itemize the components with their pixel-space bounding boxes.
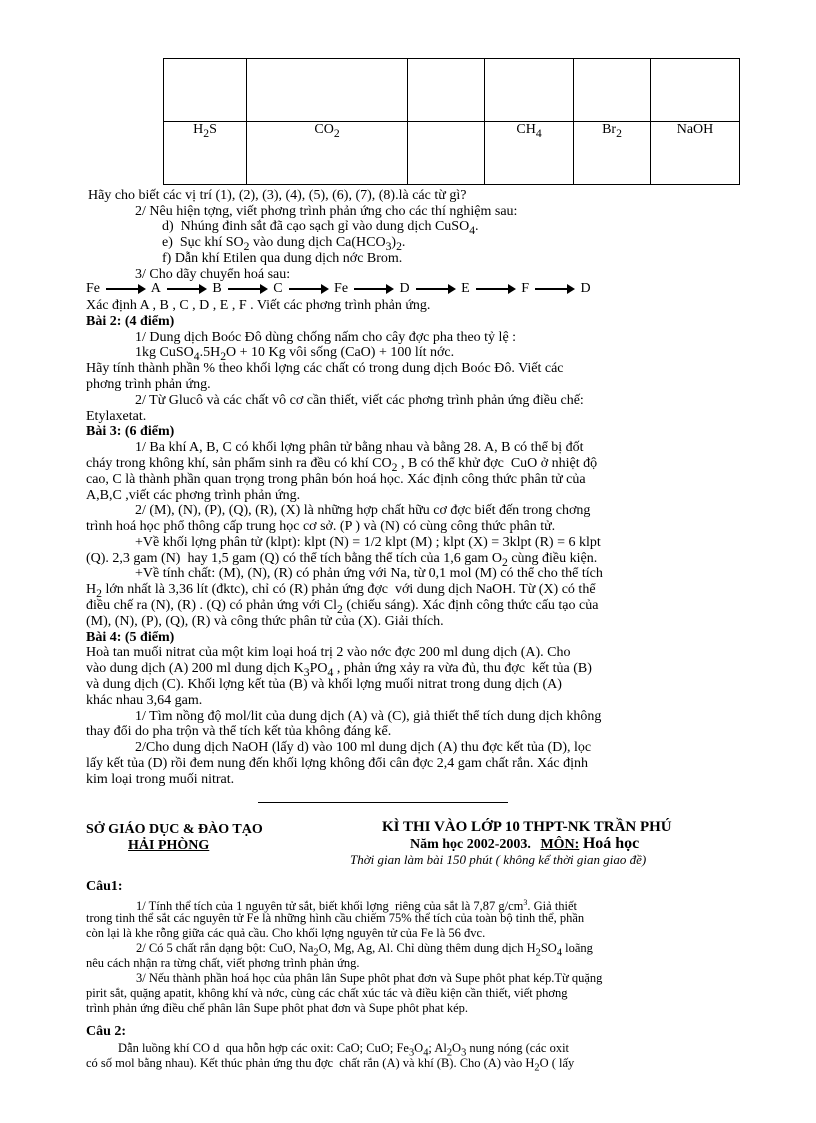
chain-item: Fe bbox=[86, 281, 100, 296]
question-line: +Về khối lợng phân tử (klpt): klpt (N) = 1/2 klpt (M) ; klpt (X) = 3klpt (R) = 6 klpt bbox=[135, 535, 601, 550]
section-heading: Bài 4: (5 điểm) bbox=[86, 630, 175, 645]
table-cell-h2s: $H_2S$ bbox=[164, 122, 247, 185]
question-line: vào dung dịch (A) 200 ml dung dịch $K_3PO_4$ , phản ứng xảy ra vừa đủ, thu đợc kết tủa (B) bbox=[86, 661, 592, 679]
chain-item: D bbox=[399, 281, 410, 296]
question-line: 1kg $CuSO_4.5H_2O + 10$ Kg vôi sống (CaO) + 100 lít nớc. bbox=[135, 345, 455, 363]
question-line: 1/ Dung dịch Boóc Đô dùng chống nấm cho cây đợc pha theo tỷ lệ : bbox=[135, 330, 517, 345]
chain-item: E bbox=[461, 281, 470, 296]
question-line: phơng trình phản ứng. bbox=[86, 377, 211, 392]
chain-item: D bbox=[580, 281, 591, 296]
chain-item: A bbox=[150, 281, 161, 296]
table-cell-co2: $CO_2$ bbox=[247, 122, 408, 185]
question-line: Dẫn luồng khí CO d qua hỗn hợp các oxit: CaO; CuO; $Fe_3O_4$; $Al_2O_3$ nung nóng (các oxit bbox=[118, 1041, 570, 1059]
question-line: 2/Cho dung dịch NaOH (lấy d) vào 100 ml dung dịch (A) thu đợc kết tủa (D), lọc bbox=[135, 740, 592, 755]
question-line: thay đổi do pha trộn và thể tích kết tủa không đáng kể. bbox=[86, 724, 392, 739]
question-line: cao, C là thành phần quan trọng trong phân bón hoá học. Xác định công thức phân tử của bbox=[86, 472, 586, 487]
question-line: A,B,C ,viết các phơng trình phản ứng. bbox=[86, 488, 301, 503]
question-line: Xác định A , B , C , D , E , F . Viết các phơng trình phản ứng. bbox=[86, 298, 431, 313]
arrow-icon bbox=[106, 288, 144, 290]
question-line: 1/ Tính thể tích của 1 nguyên tử sắt, biết khối lợng riêng của sắt là 7,87 $g/cm^3$. Giả thiết bbox=[136, 898, 578, 914]
question-line: lấy kết tủa (D) rồi đem nung đến khối lợng không đổi cân đợc 2,4 gam chất rắn. Xác định bbox=[86, 756, 588, 771]
arrow-icon bbox=[354, 288, 392, 290]
question-line: 3/ Cho dãy chuyển hoá sau: bbox=[135, 267, 291, 282]
section-heading: Câu 2: bbox=[86, 1024, 127, 1039]
table-cell-naoh: NaOH bbox=[651, 122, 740, 185]
section-heading: Câu1: bbox=[86, 879, 123, 894]
question-line: còn lại là khe rỗng giữa các quả cầu. Cho khối lợng nguyên tử của Fe là 56 đvc. bbox=[86, 926, 486, 940]
org-name: SỞ GIÁO DỤC & ĐÀO TẠO bbox=[86, 822, 263, 837]
question-line: trong tinh thể sắt các nguyên tử Fe là những hình cầu chiếm 75% thể tích của toàn bộ tinh thể, phần bbox=[86, 911, 585, 925]
question-line: Hãy cho biết các vị trí (1), (2), (3), (4), (5), (6), (7), (8).là các từ gì? bbox=[88, 188, 467, 203]
question-line: nêu cách nhận ra từng chất, viết phơng trình phản ứng. bbox=[86, 956, 360, 970]
question-line: 2/ Có 5 chất rắn dạng bột: CuO, $Na_2O$, Mg, Ag, Al. Chỉ dùng thêm dung dịch $H_2SO_4$ loãng bbox=[136, 941, 593, 959]
question-line: Hoà tan muối nitrat của một kim loại hoá trị 2 vào nớc đợc 200 ml dung dịch (A). Cho bbox=[86, 645, 571, 660]
org-city: HẢI PHÒNG bbox=[128, 838, 210, 853]
arrow-icon bbox=[416, 288, 454, 290]
exam-title: KÌ THI VÀO LỚP 10 THPT-NK TRẦN PHÚ bbox=[382, 819, 672, 835]
question-line: f) Dẫn khí Etilen qua dung dịch nớc Brom. bbox=[162, 251, 403, 266]
chain-item: Fe bbox=[334, 281, 349, 296]
divider bbox=[258, 802, 508, 803]
question-line: kim loại trong muối nitrat. bbox=[86, 772, 235, 787]
question-line: điều chế ra (N), (R) . (Q) có phản ứng với $Cl_2$ (chiếu sáng). Xác định công thức cấu tạo của bbox=[86, 598, 599, 616]
arrow-icon bbox=[289, 288, 327, 290]
arrow-icon bbox=[535, 288, 573, 290]
year-text: Năm học 2002-2003. bbox=[410, 837, 531, 852]
exam-time: Thời gian làm bài 150 phút ( không kể thời gian giao đề) bbox=[350, 852, 647, 867]
question-line: Hãy tính thành phần % theo khối lợng các chất có trong dung dịch Boóc Đô. Viết các bbox=[86, 361, 564, 376]
question-line: 2/ Từ Glucô và các chất vô cơ cần thiết, viết các phơng trình phản ứng điều chế: bbox=[135, 393, 584, 408]
table-cell-br2: $Br_2$ bbox=[574, 122, 651, 185]
exam-year bbox=[410, 836, 639, 852]
question-line: cháy trong không khí, sản phẩm sinh ra đều có khí $CO_2$ , B có thể khử đợc CuO ở nhiệt độ bbox=[86, 456, 598, 474]
table-cell-ch4: $CH_4$ bbox=[485, 122, 574, 185]
question-line: 1/ Tìm nồng độ mol/lit của dung dịch (A) và (C), giả thiết thể tích dung dịch không bbox=[135, 709, 602, 724]
question-line: và dung dịch (C). Khối lợng kết tủa (B) và khối lợng muối nitrat trong dung dịch (A) bbox=[86, 677, 562, 692]
table-cell bbox=[574, 59, 651, 122]
section-heading: Bài 3: (6 điểm) bbox=[86, 424, 175, 439]
arrow-icon bbox=[167, 288, 205, 290]
question-line: có số mol bằng nhau). Kết thúc phản ứng thu đợc chất rắn (A) và khí (B). Cho (A) vào $H_2O$ ( lấy bbox=[86, 1056, 575, 1074]
chemical-table bbox=[163, 58, 740, 185]
table-cell bbox=[247, 59, 408, 122]
question-line: (Q). 2,3 gam (N) hay 1,5 gam (Q) có thể tích bằng thể tích của 1,6 gam $O_2$ cùng điều kiện. bbox=[86, 551, 598, 569]
question-line: pirit sắt, quặng apatit, không khí và nớc, cùng các chất xúc tác và điều kiện cần thiết, viết phơng bbox=[86, 986, 568, 1000]
table-cell bbox=[164, 59, 247, 122]
table-cell-empty bbox=[408, 122, 485, 185]
table-cell bbox=[408, 59, 485, 122]
question-line: 1/ Ba khí A, B, C có khối lợng phân tử bằng nhau và bằng 28. A, B có thể bị đốt bbox=[135, 440, 584, 455]
chain-item: B bbox=[212, 281, 222, 296]
question-line: +Về tính chất: (M), (N), (R) có phản ứng với Na, từ 0,1 mol (M) có thể cho thể tích bbox=[135, 566, 603, 581]
table-cell bbox=[651, 59, 740, 122]
question-line: trình phản ứng điều chế phân lân Supe phôt phat đơn và Supe phôt phat kép. bbox=[86, 1001, 469, 1015]
arrow-icon bbox=[476, 288, 514, 290]
question-line: 3/ Nếu thành phần hoá học của phân lân Supe phôt phat đơn và Supe phôt phat kép.Từ quặng bbox=[136, 971, 603, 985]
question-line: d) Nhúng đinh sắt đã cạo sạch gỉ vào dung dịch CuSO$_4$. bbox=[162, 219, 479, 237]
arrow-icon bbox=[228, 288, 266, 290]
question-line: 2/ Nêu hiện tợng, viết phơng trình phản ứng cho các thí nghiệm sau: bbox=[135, 204, 518, 219]
question-line: trình hoá học phổ thông cấp trung học cơ sở. (P ) và (N) có cùng công thức phân tử. bbox=[86, 519, 556, 534]
subject-name: Hoá học bbox=[582, 835, 640, 852]
section-heading: Bài 2: (4 điểm) bbox=[86, 314, 175, 329]
question-line: $H_2$ lớn nhất là 3,36 lít (đktc), chỉ có (R) phản ứng đợc với dung dịch NaOH. Từ (X) có thể bbox=[86, 582, 596, 600]
question-line: (M), (N), (P), (Q), (R) và công thức phân tử của (X). Giải thích. bbox=[86, 614, 444, 629]
subject-label: MÔN: bbox=[540, 837, 580, 852]
chain-item: C bbox=[273, 281, 283, 296]
chain-item: F bbox=[521, 281, 530, 296]
question-line: khác nhau 3,64 gam. bbox=[86, 693, 203, 708]
question-line: Etylaxetat. bbox=[86, 409, 147, 424]
question-line: e) Sục khí $SO_2$ vào dung dịch $Ca(HCO_3)_2$. bbox=[162, 235, 406, 253]
conversion-chain bbox=[86, 281, 593, 296]
question-line: 2/ (M), (N), (P), (Q), (R), (X) là những hợp chất hữu cơ đợc biết đến trong chơng bbox=[135, 503, 591, 518]
table-cell bbox=[485, 59, 574, 122]
